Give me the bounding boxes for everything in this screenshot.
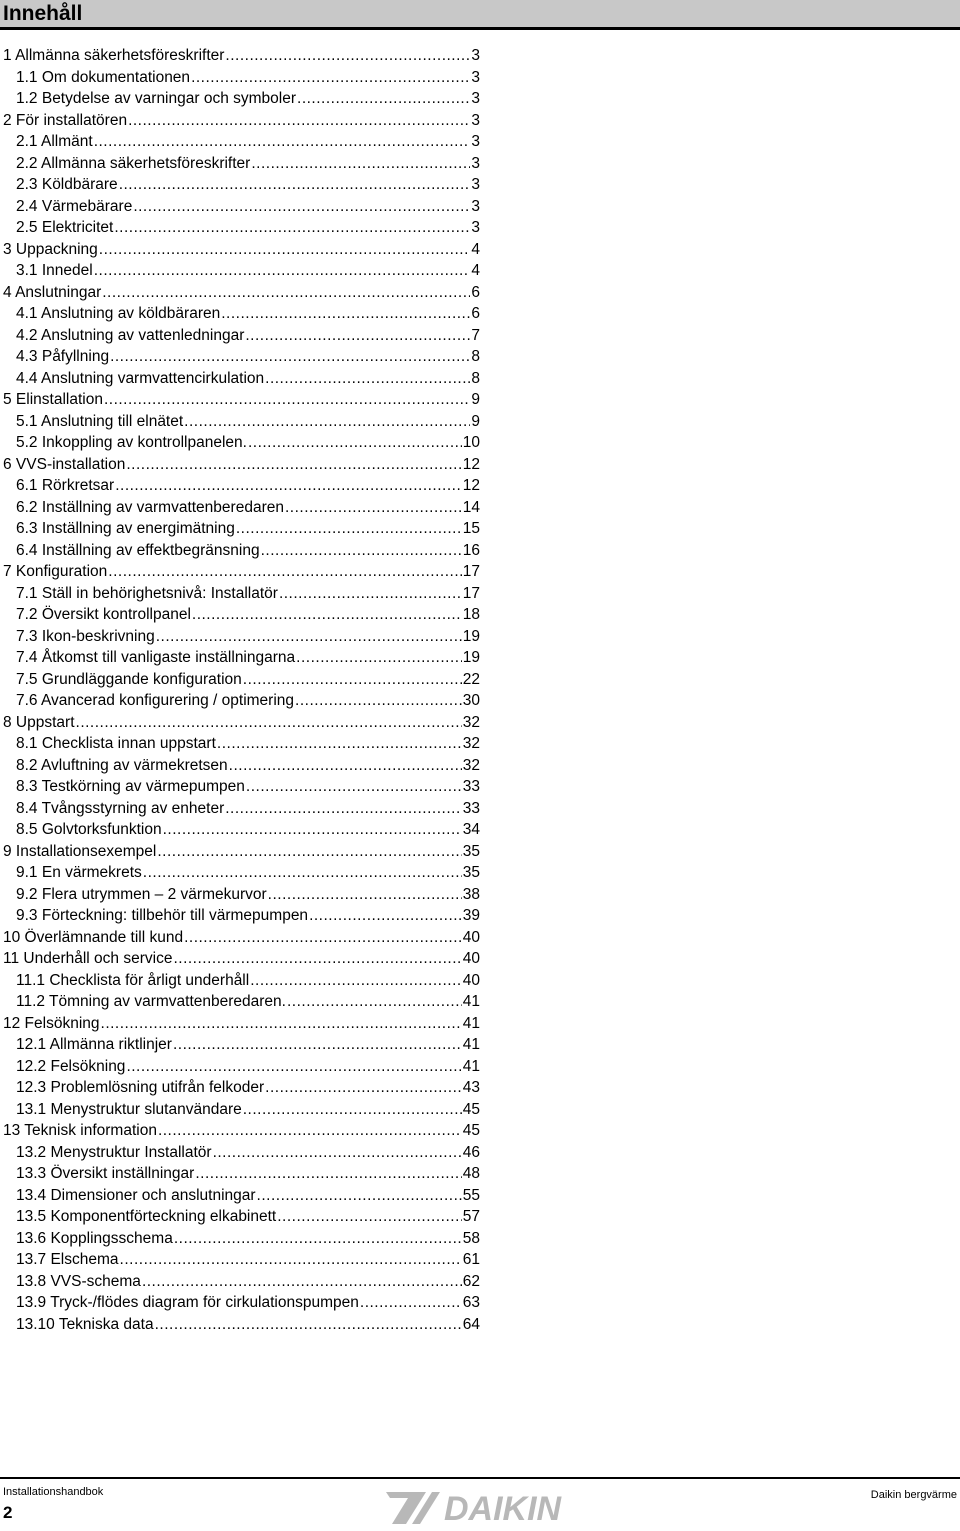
toc-dot-leader	[213, 1142, 462, 1164]
toc-entry-label: 12.2 Felsökning	[16, 1056, 126, 1078]
toc-dot-leader	[265, 368, 470, 390]
toc-dot-leader	[243, 1099, 462, 1121]
toc-dot-leader	[217, 733, 462, 755]
toc-entry[interactable]	[0, 88, 480, 110]
toc-entry-page: 32	[462, 735, 480, 752]
toc-entry-label: 2.3 Köldbärare	[16, 174, 119, 196]
toc-entry-label: 13.6 Kopplingsschema	[16, 1228, 174, 1250]
toc-entry[interactable]	[0, 131, 480, 153]
toc-entry-label: 8.4 Tvångsstyrning av enheter	[16, 798, 225, 820]
toc-entry-label: 1.2 Betydelse av varningar och symboler	[16, 88, 297, 110]
toc-entry-page: 61	[462, 1251, 480, 1268]
toc-dot-leader	[261, 540, 462, 562]
toc-entry-label: 9.3 Förteckning: tillbehör till värmepumpen	[16, 905, 309, 927]
toc-dot-leader	[155, 1314, 462, 1336]
toc-dot-leader	[309, 905, 462, 927]
toc-entry[interactable]	[0, 1034, 480, 1056]
toc-entry[interactable]	[0, 819, 480, 841]
toc-entry[interactable]	[0, 1120, 480, 1142]
toc-entry[interactable]	[0, 604, 480, 626]
toc-entry-label: 13.8 VVS-schema	[16, 1271, 142, 1293]
toc-entry-page: 15	[462, 520, 480, 537]
toc-entry[interactable]	[0, 862, 480, 884]
toc-entry-page: 30	[462, 692, 480, 709]
toc-entry-page: 41	[462, 1014, 480, 1032]
toc-entry-label: 8.3 Testkörning av värmepumpen	[16, 776, 246, 798]
toc-entry[interactable]	[0, 1185, 480, 1207]
toc-entry[interactable]	[0, 583, 480, 605]
toc-entry-page: 3	[471, 176, 480, 193]
toc-entry-label: 13.3 Översikt inställningar	[16, 1163, 195, 1185]
toc-entry-label: 7.1 Ställ in behörighetsnivå: Installatör	[16, 583, 279, 605]
toc-entry-label: 2.4 Värmebärare	[16, 196, 133, 218]
toc-entry[interactable]	[0, 67, 480, 89]
toc-entry-page: 6	[471, 305, 480, 322]
toc-entry-page: 39	[462, 907, 480, 924]
toc-entry[interactable]	[0, 389, 480, 411]
toc-entry-label: 5 Elinstallation	[3, 389, 104, 411]
toc-entry-label: 13.4 Dimensioner och anslutningar	[16, 1185, 257, 1207]
toc-entry-label: 13.5 Komponentförteckning elkabinett	[16, 1206, 277, 1228]
toc-entry[interactable]	[0, 196, 480, 218]
toc-entry-page: 12	[462, 455, 480, 473]
toc-entry-page: 10	[462, 434, 480, 451]
toc-dot-leader	[173, 1034, 462, 1056]
toc-entry-label: 11 Underhåll och service	[3, 948, 173, 970]
toc-entry-label: 4.4 Anslutning varmvattencirkulation	[16, 368, 265, 390]
toc-entry[interactable]	[0, 282, 480, 304]
toc-dot-leader	[104, 389, 470, 411]
toc-dot-leader	[173, 948, 461, 970]
footer-product: Daikin bergvärme	[870, 1489, 957, 1501]
toc-entry[interactable]	[0, 1206, 480, 1228]
toc-entry[interactable]	[0, 518, 480, 540]
toc-dot-leader	[243, 669, 462, 691]
toc-entry[interactable]	[0, 110, 480, 132]
page-title: Innehåll	[3, 2, 83, 25]
toc-entry-page: 3	[471, 68, 480, 86]
toc-entry-page: 16	[462, 541, 480, 559]
toc-entry-label: 4.3 Påfyllning	[16, 346, 110, 368]
table-of-contents	[0, 45, 480, 1335]
toc-entry-page: 32	[462, 756, 480, 774]
toc-entry-page: 3	[471, 111, 480, 129]
footer-page-number: 2	[3, 1503, 13, 1522]
toc-entry-label: 1 Allmänna säkerhetsföreskrifter	[3, 45, 225, 67]
footer-doc-name: Installationshandbok	[3, 1486, 104, 1498]
toc-entry-page: 32	[462, 713, 480, 731]
toc-dot-leader	[236, 518, 462, 540]
toc-entry[interactable]	[0, 432, 480, 454]
toc-dot-leader	[158, 1120, 462, 1142]
footer-rule	[0, 1477, 960, 1479]
toc-entry-label: 13 Teknisk information	[3, 1120, 158, 1142]
toc-entry-page: 17	[462, 563, 480, 580]
toc-entry-label: 8.1 Checklista innan uppstart	[16, 733, 217, 755]
toc-entry-page: 3	[471, 47, 480, 64]
toc-dot-leader	[101, 1013, 462, 1035]
toc-dot-leader	[174, 1228, 462, 1250]
toc-dot-leader	[268, 884, 462, 906]
toc-entry-label: 8.2 Avluftning av värmekretsen	[16, 755, 229, 777]
toc-entry-label: 11.2 Tömning av varmvattenberedaren.	[16, 991, 287, 1013]
toc-entry[interactable]	[0, 1142, 480, 1164]
toc-entry-page: 62	[462, 1272, 480, 1290]
toc-dot-leader	[191, 67, 470, 89]
toc-entry-page: 8	[471, 348, 480, 365]
toc-dot-leader	[246, 776, 462, 798]
toc-entry[interactable]	[0, 1077, 480, 1099]
toc-entry[interactable]	[0, 239, 480, 261]
toc-entry-label: 13.10 Tekniska data	[16, 1314, 155, 1336]
toc-dot-leader	[296, 647, 462, 669]
toc-entry-page: 45	[462, 1100, 480, 1118]
toc-dot-leader	[221, 303, 470, 325]
toc-entry[interactable]	[0, 540, 480, 562]
toc-dot-leader	[295, 690, 462, 712]
toc-dot-leader	[265, 1077, 462, 1099]
toc-entry-label: 2.2 Allmänna säkerhetsföreskrifter	[16, 153, 251, 175]
toc-entry[interactable]	[0, 153, 480, 175]
toc-entry-page: 3	[471, 219, 480, 236]
toc-entry[interactable]	[0, 1099, 480, 1121]
toc-entry-page: 14	[462, 498, 480, 516]
toc-entry-label: 12 Felsökning	[3, 1013, 101, 1035]
toc-entry-page: 19	[462, 627, 480, 645]
toc-entry[interactable]	[0, 1013, 480, 1035]
toc-entry[interactable]	[0, 970, 480, 992]
toc-dot-leader	[250, 970, 462, 992]
toc-dot-leader	[229, 755, 462, 777]
toc-entry-label: 9.2 Flera utrymmen – 2 värmekurvor	[16, 884, 268, 906]
toc-entry-page: 19	[462, 649, 480, 666]
toc-entry[interactable]	[0, 368, 480, 390]
toc-entry[interactable]	[0, 1271, 480, 1293]
toc-entry-page: 46	[462, 1143, 480, 1161]
toc-entry-page: 9	[471, 412, 480, 430]
toc-entry[interactable]	[0, 776, 480, 798]
toc-dot-leader	[76, 712, 462, 734]
toc-dot-leader	[184, 927, 462, 949]
toc-entry-label: 6.2 Inställning av varmvattenberedaren	[16, 497, 285, 519]
toc-entry-label: 3 Uppackning	[3, 239, 99, 261]
toc-entry-label: 2.1 Allmänt	[16, 131, 94, 153]
toc-dot-leader	[157, 841, 461, 863]
toc-entry[interactable]	[0, 690, 480, 712]
toc-entry[interactable]	[0, 948, 480, 970]
toc-entry-page: 40	[462, 928, 480, 946]
toc-entry-page: 45	[462, 1122, 480, 1139]
toc-entry-page: 41	[462, 993, 480, 1010]
toc-dot-leader	[99, 239, 471, 261]
toc-entry-page: 4	[471, 262, 480, 279]
toc-dot-leader	[133, 196, 470, 218]
toc-entry-page: 40	[462, 950, 480, 967]
toc-entry[interactable]	[0, 733, 480, 755]
toc-entry[interactable]	[0, 411, 480, 433]
toc-dot-leader	[94, 260, 471, 282]
daikin-logo	[386, 1484, 578, 1528]
toc-dot-leader	[102, 282, 470, 304]
toc-dot-leader	[195, 1163, 461, 1185]
toc-entry[interactable]	[0, 1292, 480, 1314]
toc-entry[interactable]	[0, 927, 480, 949]
toc-dot-leader	[143, 862, 462, 884]
toc-dot-leader	[285, 497, 462, 519]
toc-entry-label: 13.7 Elschema	[16, 1249, 120, 1271]
toc-dot-leader	[257, 1185, 462, 1207]
toc-entry-label: 7.3 Ikon-beskrivning	[16, 626, 156, 648]
toc-entry-page: 3	[471, 90, 480, 107]
toc-dot-leader	[248, 432, 462, 454]
toc-dot-leader	[142, 1271, 462, 1293]
toc-dot-leader	[156, 626, 462, 648]
toc-dot-leader	[126, 1056, 461, 1078]
toc-entry-label: 12.3 Problemlösning utifrån felkoder	[16, 1077, 265, 1099]
toc-dot-leader	[297, 88, 470, 110]
toc-entry-page: 48	[462, 1165, 480, 1182]
toc-entry-page: 3	[471, 197, 480, 215]
toc-dot-leader	[225, 45, 470, 67]
toc-entry[interactable]	[0, 260, 480, 282]
toc-dot-leader	[184, 411, 470, 433]
toc-entry[interactable]	[0, 755, 480, 777]
toc-entry-page: 33	[462, 778, 480, 795]
toc-entry-label: 6 VVS-installation	[3, 454, 126, 476]
toc-entry[interactable]	[0, 561, 480, 583]
toc-entry-label: 6.1 Rörkretsar	[16, 475, 115, 497]
toc-entry[interactable]	[0, 174, 480, 196]
toc-entry-page: 33	[462, 799, 480, 817]
toc-entry-page: 7	[471, 326, 480, 344]
toc-dot-leader	[119, 174, 471, 196]
toc-entry-label: 7.4 Åtkomst till vanligaste inställningarna	[16, 647, 296, 669]
toc-entry-page: 58	[462, 1229, 480, 1247]
toc-entry-page: 40	[462, 971, 480, 989]
toc-entry-label: 3.1 Innedel	[16, 260, 94, 282]
toc-dot-leader	[225, 798, 462, 820]
toc-entry[interactable]	[0, 1056, 480, 1078]
toc-entry[interactable]	[0, 1228, 480, 1250]
toc-entry[interactable]	[0, 905, 480, 927]
toc-entry-label: 2.5 Elektricitet	[16, 217, 114, 239]
header-rule	[0, 27, 960, 30]
toc-entry-label: 9.1 En värmekrets	[16, 862, 143, 884]
toc-entry-label: 13.1 Menystruktur slutanvändare	[16, 1099, 243, 1121]
toc-entry-label: 6.3 Inställning av energimätning	[16, 518, 236, 540]
toc-dot-leader	[126, 454, 461, 476]
toc-entry-label: 13.9 Tryck-/flödes diagram för cirkulationspumpen	[16, 1292, 360, 1314]
toc-entry[interactable]	[0, 217, 480, 239]
toc-entry-label: 8.5 Golvtorksfunktion	[16, 819, 163, 841]
toc-entry-page: 57	[462, 1208, 480, 1225]
toc-entry-page: 8	[471, 369, 480, 387]
toc-entry-page: 4	[471, 240, 480, 258]
toc-entry-label: 5.2 Inkoppling av kontrollpanelen.	[16, 432, 248, 454]
toc-entry-page: 3	[471, 154, 480, 172]
toc-entry-page: 63	[462, 1294, 480, 1311]
toc-dot-leader	[192, 604, 462, 626]
toc-entry-label: 1.1 Om dokumentationen	[16, 67, 191, 89]
toc-entry-label: 7.6 Avancerad konfigurering / optimering	[16, 690, 295, 712]
toc-entry-page: 43	[462, 1079, 480, 1096]
toc-entry-page: 38	[462, 885, 480, 903]
toc-entry[interactable]	[0, 1249, 480, 1271]
toc-dot-leader	[277, 1206, 462, 1228]
toc-dot-leader	[115, 475, 462, 497]
toc-entry-label: 2 För installatören	[3, 110, 128, 132]
toc-entry-page: 55	[462, 1186, 480, 1204]
toc-dot-leader	[94, 131, 471, 153]
daikin-logo-text: DAIKIN	[444, 1490, 562, 1528]
toc-dot-leader	[287, 991, 462, 1013]
toc-entry[interactable]	[0, 841, 480, 863]
toc-entry[interactable]	[0, 45, 480, 67]
toc-entry-label: 4.2 Anslutning av vattenledningar	[16, 325, 245, 347]
toc-entry[interactable]	[0, 798, 480, 820]
toc-entry-page: 41	[462, 1036, 480, 1053]
toc-entry-label: 5.1 Anslutning till elnätet	[16, 411, 184, 433]
header-bar	[0, 0, 960, 27]
toc-dot-leader	[110, 346, 470, 368]
toc-entry[interactable]	[0, 884, 480, 906]
toc-dot-leader	[114, 217, 470, 239]
toc-dot-leader	[245, 325, 470, 347]
toc-entry-label: 7 Konfiguration	[3, 561, 108, 583]
toc-entry-page: 64	[462, 1315, 480, 1333]
toc-entry[interactable]	[0, 475, 480, 497]
toc-entry-label: 13.2 Menystruktur Installatör	[16, 1142, 213, 1164]
toc-entry-label: 4 Anslutningar	[3, 282, 102, 304]
toc-entry[interactable]	[0, 303, 480, 325]
toc-entry-label: 6.4 Inställning av effektbegränsning	[16, 540, 261, 562]
toc-entry[interactable]	[0, 712, 480, 734]
toc-entry-label: 11.1 Checklista för årligt underhåll	[16, 970, 250, 992]
toc-dot-leader	[360, 1292, 462, 1314]
toc-entry-page: 35	[462, 864, 480, 881]
toc-entry-label: 8 Uppstart	[3, 712, 76, 734]
toc-entry[interactable]	[0, 626, 480, 648]
toc-entry-page: 18	[462, 606, 480, 623]
toc-entry[interactable]	[0, 1163, 480, 1185]
toc-entry-page: 35	[462, 842, 480, 860]
toc-entry-page: 6	[471, 283, 480, 301]
toc-entry-label: 9 Installationsexempel	[3, 841, 157, 863]
toc-entry-label: 4.1 Anslutning av köldbäraren	[16, 303, 221, 325]
toc-dot-leader	[128, 110, 470, 132]
toc-entry-label: 10 Överlämnande till kund	[3, 927, 184, 949]
toc-entry-label: 12.1 Allmänna riktlinjer	[16, 1034, 173, 1056]
toc-entry[interactable]	[0, 454, 480, 476]
toc-entry-page: 41	[462, 1057, 480, 1075]
toc-dot-leader	[279, 583, 462, 605]
toc-dot-leader	[108, 561, 461, 583]
toc-dot-leader	[163, 819, 462, 841]
toc-entry-page: 22	[462, 670, 480, 688]
toc-entry-page: 9	[471, 391, 480, 408]
toc-entry[interactable]	[0, 325, 480, 347]
toc-entry[interactable]	[0, 669, 480, 691]
toc-entry-page: 17	[462, 584, 480, 602]
toc-entry-page: 3	[471, 133, 480, 150]
toc-dot-leader	[120, 1249, 462, 1271]
toc-dot-leader	[251, 153, 470, 175]
toc-entry[interactable]	[0, 647, 480, 669]
toc-entry[interactable]	[0, 346, 480, 368]
toc-entry[interactable]	[0, 497, 480, 519]
toc-entry-label: 7.2 Översikt kontrollpanel	[16, 604, 192, 626]
toc-entry-page: 12	[462, 477, 480, 494]
toc-entry-label: 7.5 Grundläggande konfiguration	[16, 669, 243, 691]
toc-entry[interactable]	[0, 1314, 480, 1336]
toc-entry-page: 34	[462, 821, 480, 838]
toc-entry[interactable]	[0, 991, 480, 1013]
